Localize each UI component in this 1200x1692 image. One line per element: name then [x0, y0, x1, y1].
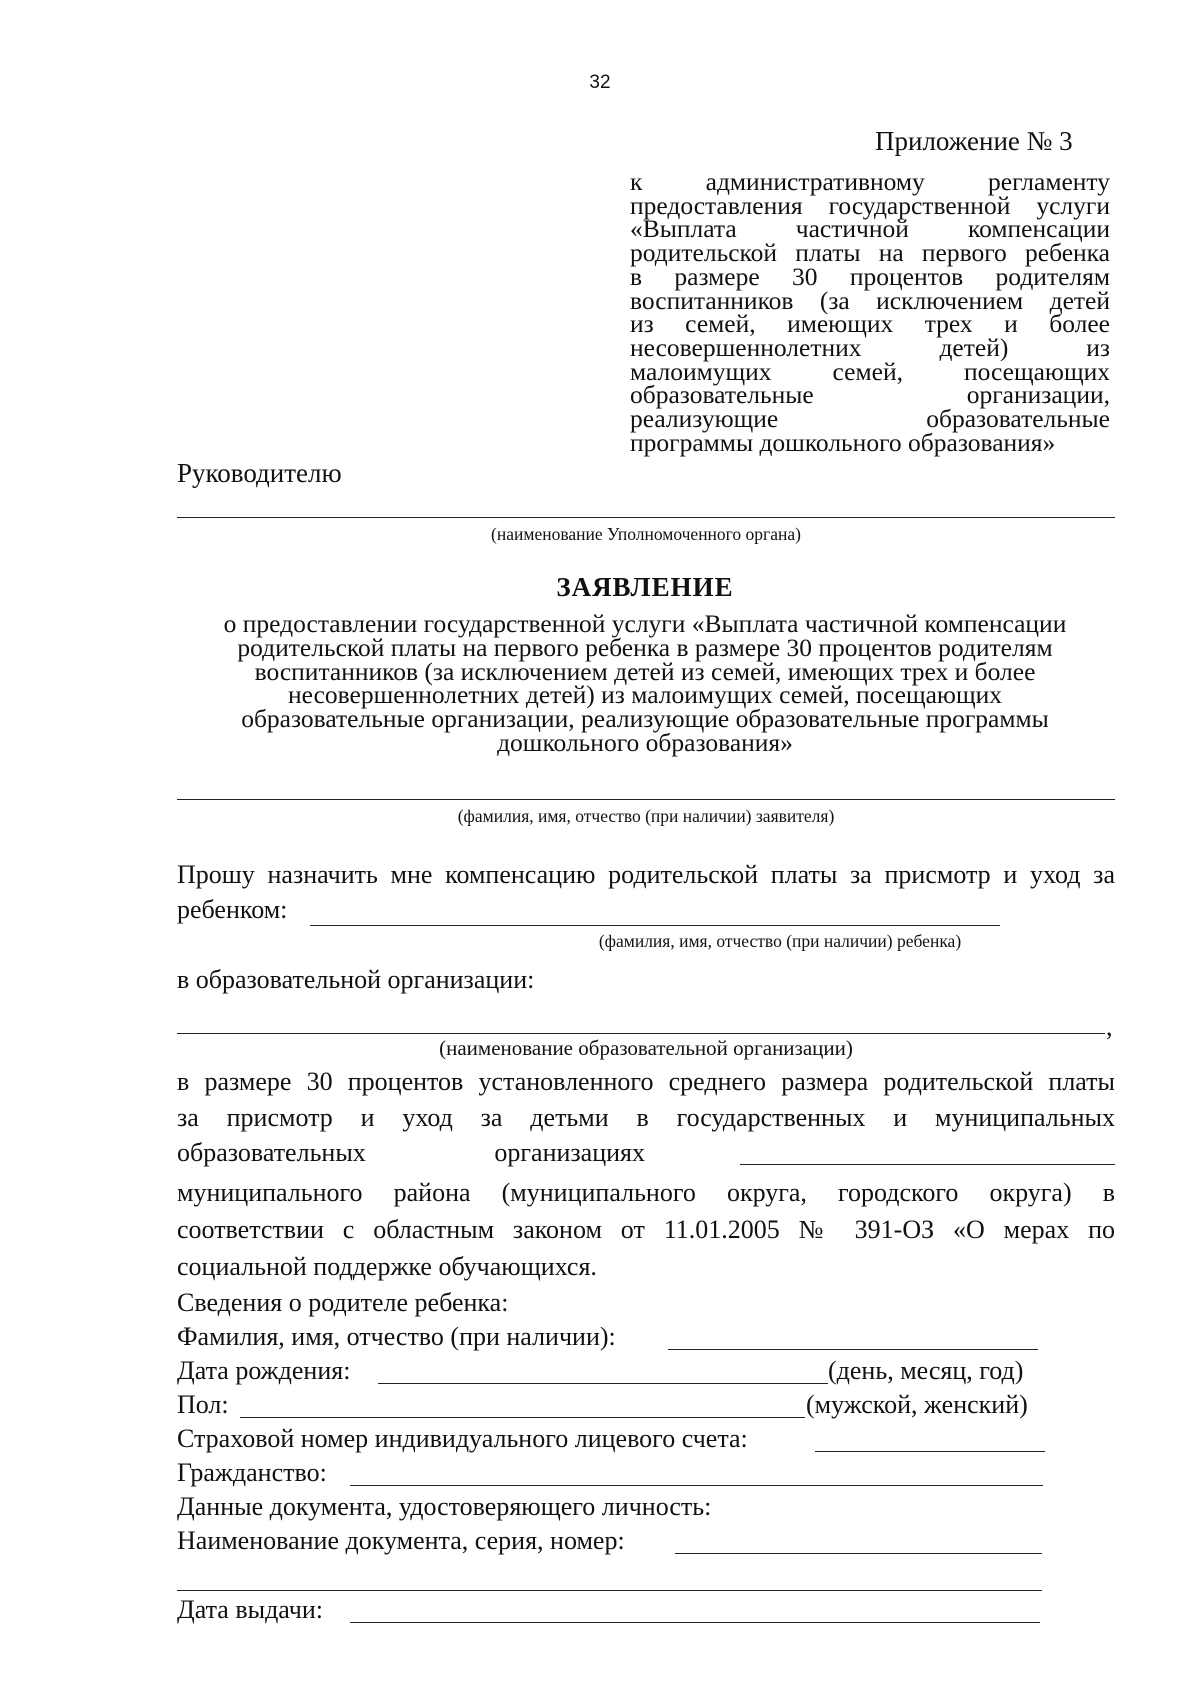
organization-name-field[interactable]	[177, 1033, 1105, 1034]
organization-comma: ,	[1106, 1012, 1113, 1041]
appendix-line: реализующие образовательные	[630, 404, 1110, 434]
body-line: социальной поддержке обучающихся.	[177, 1252, 597, 1281]
appendix-line: образовательные организации,	[630, 380, 1110, 410]
sex-hint: (мужской, женский)	[806, 1390, 1028, 1419]
organization-label: в образовательной организации:	[177, 965, 535, 994]
appendix-title: Приложение № 3	[875, 126, 1073, 156]
subtitle-line: образовательные организации, реализующие образовательные программы	[241, 704, 1049, 734]
child-caption: (фамилия, имя, отчество (при наличии) ребенка)	[598, 931, 962, 951]
birth-date-label: Дата рождения:	[177, 1356, 351, 1385]
appendix-line: воспитанников (за исключением детей	[630, 285, 1110, 315]
id-document-header: Данные документа, удостоверяющего личность:	[177, 1492, 712, 1521]
applicant-name-field[interactable]	[177, 799, 1115, 800]
child-name-field[interactable]	[310, 925, 1000, 926]
request-line: Прошу назначить мне компенсацию родительской платы за присмотр и уход за	[177, 860, 1115, 889]
issue-date-field[interactable]	[350, 1622, 1040, 1623]
child-label: ребенком:	[177, 895, 288, 924]
document-subtitle	[175, 609, 1115, 757]
subtitle-line: дошкольного образования»	[497, 727, 793, 757]
appendix-line: родительской платы на первого ребенка	[630, 238, 1110, 268]
body-line: соответствии с областным законом от 11.01.2005 № 391-ОЗ «О мерах по	[177, 1215, 1115, 1244]
appendix-body	[630, 167, 1110, 457]
appendix-line: в размере 30 процентов родителям	[630, 261, 1110, 291]
parent-header: Сведения о родителе ребенка:	[177, 1288, 509, 1317]
body-line	[177, 1138, 645, 1168]
document-name-field[interactable]	[675, 1553, 1042, 1554]
body-line: в размере 30 процентов установленного среднего размера родительской платы	[177, 1067, 1115, 1096]
sex-label: Пол:	[177, 1390, 229, 1419]
document-name-field-2[interactable]	[177, 1590, 1042, 1591]
recipient-label: Руководителю	[177, 458, 342, 488]
subtitle-line: воспитанников (за исключением детей из семей, имеющих трех и более	[254, 656, 1036, 686]
appendix-line: несовершеннолетних детей) из	[630, 332, 1110, 362]
municipality-field[interactable]	[740, 1164, 1115, 1165]
snils-label: Страховой номер индивидуального лицевого счета:	[177, 1424, 748, 1453]
authority-caption: (наименование Уполномоченного органа)	[491, 524, 801, 544]
applicant-caption: (фамилия, имя, отчество (при наличии) заявителя)	[457, 806, 835, 826]
body-line: муниципального района (муниципального округа, городского округа) в	[177, 1178, 1115, 1207]
appendix-line: из семей, имеющих трех и более	[630, 309, 1110, 339]
citizenship-field[interactable]	[350, 1485, 1043, 1486]
snils-field[interactable]	[815, 1451, 1045, 1452]
appendix-line: малоимущих семей, посещающих	[630, 356, 1110, 386]
authority-name-field[interactable]	[177, 517, 1115, 518]
document-name-label: Наименование документа, серия, номер:	[177, 1526, 625, 1555]
birth-date-hint: (день, месяц, год)	[828, 1356, 1024, 1385]
citizenship-label: Гражданство:	[177, 1458, 327, 1487]
parent-fio-label: Фамилия, имя, отчество (при наличии):	[177, 1322, 616, 1351]
appendix-line: к административному регламенту	[630, 167, 1110, 196]
organization-caption: (наименование образовательной организации)	[439, 1036, 853, 1060]
issue-date-label: Дата выдачи:	[177, 1595, 324, 1624]
body-line-text: образовательных организациях	[177, 1138, 645, 1167]
subtitle-line: несовершеннолетних детей) из малоимущих семей, посещающих	[288, 680, 1002, 710]
appendix-line: предоставления государственной услуги	[630, 190, 1110, 220]
parent-fio-field[interactable]	[668, 1349, 1038, 1350]
subtitle-line: о предоставлении государственной услуги «Выплата частичной компенсации	[223, 609, 1067, 638]
document-title: ЗАЯВЛЕНИЕ	[556, 572, 734, 602]
appendix-line: программы дошкольного образования»	[630, 427, 1056, 457]
body-line: за присмотр и уход за детьми в государственных и муниципальных	[177, 1103, 1115, 1132]
page-number: 32	[589, 72, 611, 93]
birth-date-field[interactable]	[378, 1383, 828, 1384]
sex-field[interactable]	[240, 1417, 805, 1418]
appendix-line: «Выплата частичной компенсации	[630, 214, 1110, 244]
subtitle-line: родительской платы на первого ребенка в размере 30 процентов родителям	[237, 632, 1053, 662]
